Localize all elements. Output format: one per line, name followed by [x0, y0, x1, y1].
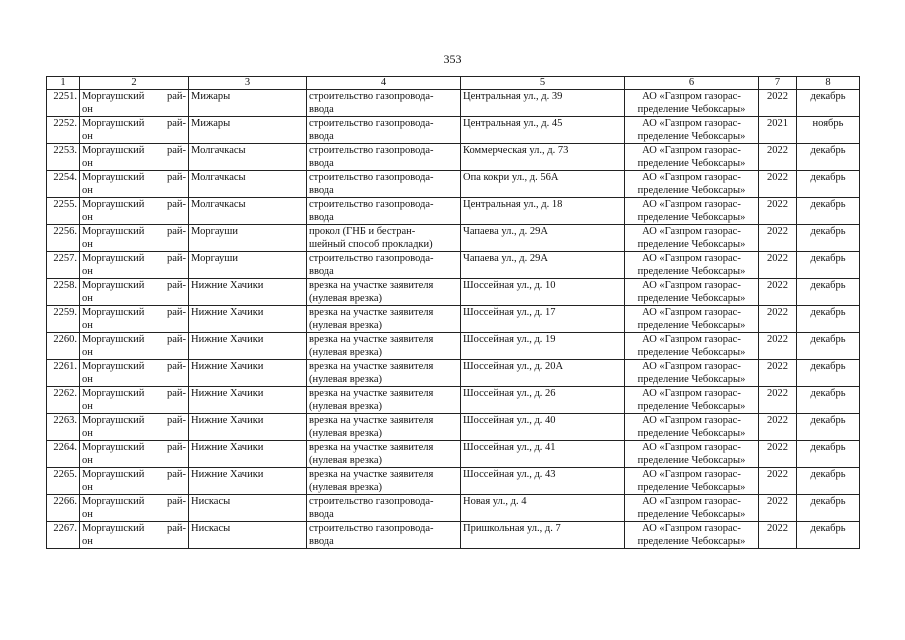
district-cell — [80, 279, 189, 306]
column-header-6: 6 — [625, 77, 759, 90]
year-cell: 2022 — [759, 279, 797, 306]
address-cell: Шоссейная ул., д. 10 — [461, 279, 625, 306]
table-row — [47, 225, 860, 252]
year-cell: 2022 — [759, 387, 797, 414]
work-type-line: строительство газопровода- — [309, 496, 434, 507]
year-cell: 2022 — [759, 522, 797, 549]
district-line: он — [82, 482, 93, 493]
work-type-line: строительство газопровода- — [309, 91, 434, 102]
district-line: Моргаушский рай- — [82, 523, 186, 534]
year-cell: 2021 — [759, 117, 797, 144]
month-cell: декабрь — [797, 441, 860, 468]
organization-cell — [625, 495, 759, 522]
work-type-cell — [307, 90, 461, 117]
month-cell: декабрь — [797, 387, 860, 414]
row-number-cell: 2264. — [47, 441, 80, 468]
district-line: он — [82, 212, 93, 223]
work-type-line: врезка на участке заявителя — [309, 280, 434, 291]
year-cell: 2022 — [759, 252, 797, 279]
year-cell: 2022 — [759, 225, 797, 252]
work-type-line: ввода — [309, 509, 334, 520]
work-type-line: (нулевая врезка) — [309, 482, 382, 493]
work-type-cell — [307, 279, 461, 306]
year-cell: 2022 — [759, 468, 797, 495]
work-type-line: строительство газопровода- — [309, 523, 434, 534]
row-number-cell: 2253. — [47, 144, 80, 171]
district-cell — [80, 306, 189, 333]
district-line: Моргаушский рай- — [82, 280, 186, 291]
organization-line: АО «Газпром газорас- — [642, 91, 741, 102]
district-line: Моргаушский рай- — [82, 118, 186, 129]
work-type-line: шейный способ прокладки) — [309, 239, 433, 250]
year-cell: 2022 — [759, 171, 797, 198]
settlement-cell: Нижние Хачики — [189, 468, 307, 495]
address-cell: Шоссейная ул., д. 41 — [461, 441, 625, 468]
row-number-cell: 2255. — [47, 198, 80, 225]
district-line: он — [82, 536, 93, 547]
work-type-cell — [307, 198, 461, 225]
table-row — [47, 360, 860, 387]
address-cell: Чапаева ул., д. 29А — [461, 252, 625, 279]
work-type-line: строительство газопровода- — [309, 145, 434, 156]
address-cell: Пришкольная ул., д. 7 — [461, 522, 625, 549]
work-type-line: ввода — [309, 158, 334, 169]
month-cell: декабрь — [797, 468, 860, 495]
table-row — [47, 144, 860, 171]
work-type-line: ввода — [309, 266, 334, 277]
work-type-line: (нулевая врезка) — [309, 320, 382, 331]
work-type-cell — [307, 495, 461, 522]
organization-cell — [625, 360, 759, 387]
district-line: Моргаушский рай- — [82, 226, 186, 237]
organization-cell — [625, 387, 759, 414]
organization-line: пределение Чебоксары» — [637, 482, 746, 493]
work-type-line: ввода — [309, 536, 334, 547]
month-cell: декабрь — [797, 225, 860, 252]
district-cell — [80, 414, 189, 441]
organization-line: пределение Чебоксары» — [637, 509, 746, 520]
address-cell: Шоссейная ул., д. 40 — [461, 414, 625, 441]
organization-line: пределение Чебоксары» — [637, 428, 746, 439]
settlement-cell: Нискасы — [189, 495, 307, 522]
district-line: Моргаушский рай- — [82, 145, 186, 156]
row-number-cell: 2258. — [47, 279, 80, 306]
district-line: Моргаушский рай- — [82, 442, 186, 453]
column-header-4: 4 — [307, 77, 461, 90]
organization-line: пределение Чебоксары» — [637, 131, 746, 142]
district-line: он — [82, 509, 93, 520]
district-cell — [80, 144, 189, 171]
work-type-line: ввода — [309, 104, 334, 115]
table-row — [47, 387, 860, 414]
settlement-cell: Нижние Хачики — [189, 387, 307, 414]
settlement-cell: Нижние Хачики — [189, 414, 307, 441]
organization-cell — [625, 198, 759, 225]
month-cell: декабрь — [797, 414, 860, 441]
district-line: Моргаушский рай- — [82, 415, 186, 426]
district-cell — [80, 387, 189, 414]
row-number-cell: 2260. — [47, 333, 80, 360]
registry-table — [46, 76, 860, 549]
row-number-cell: 2263. — [47, 414, 80, 441]
settlement-cell: Молгачкасы — [189, 198, 307, 225]
settlement-cell: Мижары — [189, 90, 307, 117]
settlement-cell: Моргауши — [189, 225, 307, 252]
address-cell: Шоссейная ул., д. 19 — [461, 333, 625, 360]
organization-line: АО «Газпром газорас- — [642, 361, 741, 372]
table-row — [47, 90, 860, 117]
column-header-1: 1 — [47, 77, 80, 90]
organization-line: пределение Чебоксары» — [637, 266, 746, 277]
work-type-cell — [307, 252, 461, 279]
organization-cell — [625, 414, 759, 441]
district-line: Моргаушский рай- — [82, 469, 186, 480]
row-number-cell: 2267. — [47, 522, 80, 549]
address-cell: Новая ул., д. 4 — [461, 495, 625, 522]
table-header — [47, 77, 860, 90]
district-line: он — [82, 428, 93, 439]
organization-cell — [625, 171, 759, 198]
column-header-7: 7 — [759, 77, 797, 90]
organization-line: пределение Чебоксары» — [637, 239, 746, 250]
table-row — [47, 171, 860, 198]
organization-line: АО «Газпром газорас- — [642, 280, 741, 291]
settlement-cell: Нижние Хачики — [189, 333, 307, 360]
organization-cell — [625, 333, 759, 360]
district-cell — [80, 90, 189, 117]
table-body — [47, 90, 860, 549]
address-cell: Центральная ул., д. 45 — [461, 117, 625, 144]
row-number-cell: 2265. — [47, 468, 80, 495]
header-row — [47, 77, 860, 90]
work-type-line: прокол (ГНБ и бестран- — [309, 226, 416, 237]
district-line: он — [82, 158, 93, 169]
district-line: он — [82, 455, 93, 466]
district-cell — [80, 495, 189, 522]
address-cell: Центральная ул., д. 39 — [461, 90, 625, 117]
table-row — [47, 333, 860, 360]
organization-cell — [625, 252, 759, 279]
address-cell: Коммерческая ул., д. 73 — [461, 144, 625, 171]
work-type-line: (нулевая врезка) — [309, 374, 382, 385]
year-cell: 2022 — [759, 90, 797, 117]
table-row — [47, 252, 860, 279]
organization-cell — [625, 522, 759, 549]
month-cell: декабрь — [797, 144, 860, 171]
address-cell: Шоссейная ул., д. 26 — [461, 387, 625, 414]
work-type-cell — [307, 468, 461, 495]
organization-line: АО «Газпром газорас- — [642, 523, 741, 534]
address-cell: Чапаева ул., д. 29А — [461, 225, 625, 252]
year-cell: 2022 — [759, 333, 797, 360]
organization-cell — [625, 441, 759, 468]
work-type-line: врезка на участке заявителя — [309, 415, 434, 426]
month-cell: декабрь — [797, 333, 860, 360]
organization-cell — [625, 306, 759, 333]
work-type-line: врезка на участке заявителя — [309, 361, 434, 372]
work-type-line: (нулевая врезка) — [309, 347, 382, 358]
month-cell: ноябрь — [797, 117, 860, 144]
district-cell — [80, 225, 189, 252]
organization-line: пределение Чебоксары» — [637, 347, 746, 358]
organization-line: АО «Газпром газорас- — [642, 253, 741, 264]
work-type-line: (нулевая врезка) — [309, 455, 382, 466]
address-cell: Центральная ул., д. 18 — [461, 198, 625, 225]
organization-line: пределение Чебоксары» — [637, 158, 746, 169]
column-header-5: 5 — [461, 77, 625, 90]
district-line: он — [82, 320, 93, 331]
organization-line: АО «Газпром газорас- — [642, 334, 741, 345]
year-cell: 2022 — [759, 495, 797, 522]
district-line: Моргаушский рай- — [82, 253, 186, 264]
work-type-cell — [307, 414, 461, 441]
district-cell — [80, 360, 189, 387]
district-line: Моргаушский рай- — [82, 496, 186, 507]
row-number-cell: 2256. — [47, 225, 80, 252]
district-line: он — [82, 266, 93, 277]
row-number-cell: 2257. — [47, 252, 80, 279]
organization-line: АО «Газпром газорас- — [642, 496, 741, 507]
settlement-cell: Мижары — [189, 117, 307, 144]
district-cell — [80, 171, 189, 198]
work-type-line: (нулевая врезка) — [309, 293, 382, 304]
row-number-cell: 2261. — [47, 360, 80, 387]
settlement-cell: Молгачкасы — [189, 171, 307, 198]
month-cell: декабрь — [797, 252, 860, 279]
work-type-line: врезка на участке заявителя — [309, 388, 434, 399]
year-cell: 2022 — [759, 198, 797, 225]
district-line: Моргаушский рай- — [82, 361, 186, 372]
column-header-8: 8 — [797, 77, 860, 90]
organization-line: АО «Газпром газорас- — [642, 226, 741, 237]
organization-cell — [625, 117, 759, 144]
month-cell: декабрь — [797, 279, 860, 306]
work-type-line: строительство газопровода- — [309, 172, 434, 183]
organization-line: АО «Газпром газорас- — [642, 307, 741, 318]
month-cell: декабрь — [797, 171, 860, 198]
page-number: 353 — [443, 52, 462, 66]
work-type-line: строительство газопровода- — [309, 118, 434, 129]
table-row — [47, 117, 860, 144]
row-number-cell: 2266. — [47, 495, 80, 522]
address-cell: Шоссейная ул., д. 43 — [461, 468, 625, 495]
district-line: Моргаушский рай- — [82, 172, 186, 183]
address-cell: Шоссейная ул., д. 17 — [461, 306, 625, 333]
month-cell: декабрь — [797, 360, 860, 387]
organization-cell — [625, 90, 759, 117]
district-line: он — [82, 401, 93, 412]
organization-line: пределение Чебоксары» — [637, 104, 746, 115]
table-row — [47, 414, 860, 441]
organization-line: пределение Чебоксары» — [637, 293, 746, 304]
organization-line: АО «Газпром газорас- — [642, 118, 741, 129]
organization-cell — [625, 225, 759, 252]
work-type-line: (нулевая врезка) — [309, 401, 382, 412]
month-cell: декабрь — [797, 306, 860, 333]
work-type-line: врезка на участке заявителя — [309, 334, 434, 345]
row-number-cell: 2254. — [47, 171, 80, 198]
work-type-line: врезка на участке заявителя — [309, 469, 434, 480]
row-number-cell: 2262. — [47, 387, 80, 414]
work-type-cell — [307, 171, 461, 198]
district-cell — [80, 441, 189, 468]
row-number-cell: 2259. — [47, 306, 80, 333]
district-cell — [80, 333, 189, 360]
organization-line: пределение Чебоксары» — [637, 320, 746, 331]
year-cell: 2022 — [759, 441, 797, 468]
settlement-cell: Молгачкасы — [189, 144, 307, 171]
table-row — [47, 468, 860, 495]
table-row — [47, 495, 860, 522]
year-cell: 2022 — [759, 144, 797, 171]
month-cell: декабрь — [797, 90, 860, 117]
work-type-line: строительство газопровода- — [309, 199, 434, 210]
organization-line: АО «Газпром газорас- — [642, 469, 741, 480]
work-type-cell — [307, 144, 461, 171]
table-row — [47, 441, 860, 468]
work-type-cell — [307, 333, 461, 360]
organization-line: пределение Чебоксары» — [637, 536, 746, 547]
organization-cell — [625, 468, 759, 495]
district-line: он — [82, 185, 93, 196]
column-header-3: 3 — [189, 77, 307, 90]
work-type-cell — [307, 306, 461, 333]
work-type-line: ввода — [309, 131, 334, 142]
work-type-line: (нулевая врезка) — [309, 428, 382, 439]
organization-line: АО «Газпром газорас- — [642, 199, 741, 210]
settlement-cell: Нижние Хачики — [189, 306, 307, 333]
settlement-cell: Нижние Хачики — [189, 279, 307, 306]
organization-line: АО «Газпром газорас- — [642, 388, 741, 399]
district-line: Моргаушский рай- — [82, 307, 186, 318]
organization-line: АО «Газпром газорас- — [642, 145, 741, 156]
organization-cell — [625, 144, 759, 171]
district-cell — [80, 468, 189, 495]
district-cell — [80, 198, 189, 225]
organization-line: АО «Газпром газорас- — [642, 442, 741, 453]
year-cell: 2022 — [759, 414, 797, 441]
district-line: он — [82, 374, 93, 385]
month-cell: декабрь — [797, 522, 860, 549]
work-type-line: строительство газопровода- — [309, 253, 434, 264]
work-type-cell — [307, 225, 461, 252]
year-cell: 2022 — [759, 306, 797, 333]
district-line: он — [82, 347, 93, 358]
organization-line: АО «Газпром газорас- — [642, 172, 741, 183]
organization-line: пределение Чебоксары» — [637, 212, 746, 223]
district-line: он — [82, 131, 93, 142]
work-type-line: ввода — [309, 212, 334, 223]
work-type-line: врезка на участке заявителя — [309, 442, 434, 453]
district-cell — [80, 117, 189, 144]
column-header-2: 2 — [80, 77, 189, 90]
district-cell — [80, 252, 189, 279]
work-type-cell — [307, 387, 461, 414]
settlement-cell: Нискасы — [189, 522, 307, 549]
district-line: он — [82, 104, 93, 115]
work-type-line: ввода — [309, 185, 334, 196]
organization-line: пределение Чебоксары» — [637, 401, 746, 412]
settlement-cell: Нижние Хачики — [189, 441, 307, 468]
district-line: он — [82, 239, 93, 250]
district-line: Моргаушский рай- — [82, 91, 186, 102]
district-line: Моргаушский рай- — [82, 388, 186, 399]
organization-line: пределение Чебоксары» — [637, 185, 746, 196]
district-cell — [80, 522, 189, 549]
month-cell: декабрь — [797, 495, 860, 522]
address-cell: Опа кокри ул., д. 56А — [461, 171, 625, 198]
row-number-cell: 2252. — [47, 117, 80, 144]
work-type-cell — [307, 522, 461, 549]
work-type-cell — [307, 117, 461, 144]
organization-line: пределение Чебоксары» — [637, 455, 746, 466]
row-number-cell: 2251. — [47, 90, 80, 117]
table-row — [47, 198, 860, 225]
settlement-cell: Нижние Хачики — [189, 360, 307, 387]
work-type-line: врезка на участке заявителя — [309, 307, 434, 318]
table-row — [47, 279, 860, 306]
year-cell: 2022 — [759, 360, 797, 387]
work-type-cell — [307, 441, 461, 468]
table-row — [47, 306, 860, 333]
address-cell: Шоссейная ул., д. 20А — [461, 360, 625, 387]
month-cell: декабрь — [797, 198, 860, 225]
table-row — [47, 522, 860, 549]
organization-line: пределение Чебоксары» — [637, 374, 746, 385]
work-type-cell — [307, 360, 461, 387]
district-line: Моргаушский рай- — [82, 334, 186, 345]
district-line: он — [82, 293, 93, 304]
organization-cell — [625, 279, 759, 306]
district-line: Моргаушский рай- — [82, 199, 186, 210]
settlement-cell: Моргауши — [189, 252, 307, 279]
organization-line: АО «Газпром газорас- — [642, 415, 741, 426]
